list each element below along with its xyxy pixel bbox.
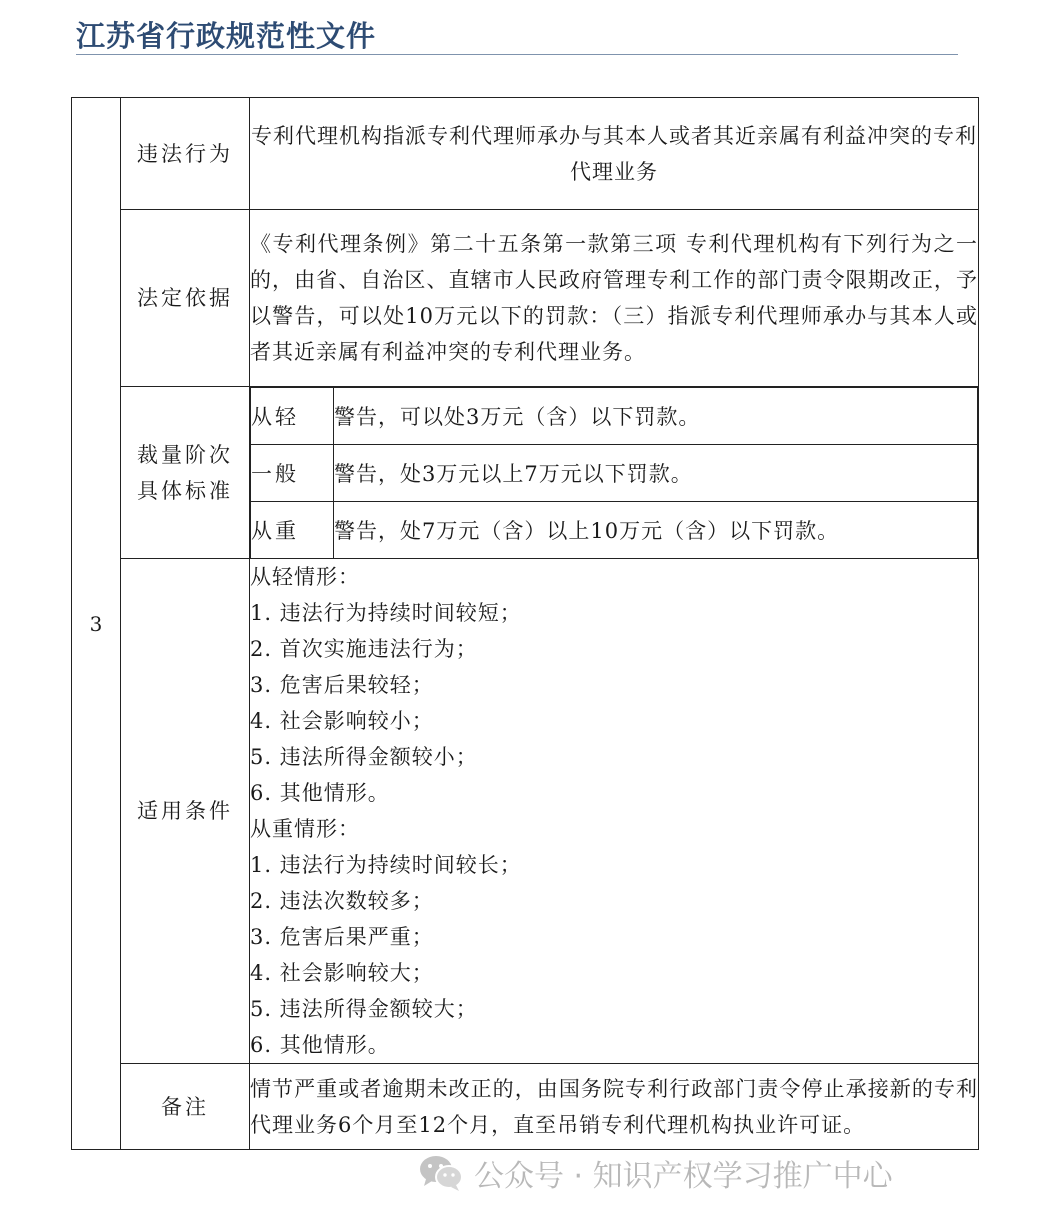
heavy-item: 5. 违法所得金额较大；	[250, 997, 478, 1021]
level-name: 从重	[251, 502, 334, 559]
document-header-title: 江苏省行政规范性文件	[76, 19, 377, 53]
row-conditions	[72, 559, 979, 1064]
heavy-item: 2. 违法次数较多；	[250, 889, 434, 913]
legal-basis-text: 《专利代理条例》第二十五条第一款第三项 专利代理机构有下列行为之一的，由省、自治区、直辖市人民政府管理专利工作的部门责令限期改正，予以警告，可以处10万元以下的罚款：（三）指派专利代理师承办与其本人或者其近亲属有利益冲突的专利代理业务。	[250, 210, 979, 387]
violation-label: 违法行为	[121, 98, 250, 210]
level-row	[251, 445, 978, 502]
penalty-table	[71, 97, 979, 1150]
light-item: 4. 社会影响较小；	[250, 709, 434, 733]
watermark-text: 公众号 · 知识产权学习推广中心	[474, 1159, 893, 1194]
level-desc: 警告，处3万元以上7万元以下罚款。	[334, 445, 978, 502]
level-row	[251, 502, 978, 559]
heavy-title: 从重情形：	[250, 817, 360, 841]
remarks-text: 情节严重或者逾期未改正的，由国务院专利行政部门责令停止承接新的专利代理业务6个月至12个月，直至吊销专利代理机构执业许可证。	[250, 1064, 979, 1150]
heavy-item: 1. 违法行为持续时间较长；	[250, 853, 522, 877]
conditions-label: 适用条件	[121, 559, 250, 1064]
discretion-levels	[250, 387, 978, 558]
discretion-label-line2: 具体标准	[137, 478, 233, 503]
light-item: 2. 首次实施违法行为；	[250, 637, 478, 661]
discretion-label-line1: 裁量阶次	[137, 442, 233, 467]
violation-text	[250, 98, 979, 210]
heavy-item: 6. 其他情形。	[250, 1033, 390, 1057]
wechat-icon	[418, 1153, 464, 1193]
remarks-label: 备注	[121, 1064, 250, 1150]
level-desc: 警告，处7万元（含）以上10万元（含）以下罚款。	[334, 502, 978, 559]
violation-text-content: 专利代理机构指派专利代理师承办与其本人或者其近亲属有利益冲突的专利代理业务	[251, 123, 977, 184]
header-divider	[76, 54, 958, 55]
legal-basis-label: 法定依据	[121, 210, 250, 387]
level-name: 一般	[251, 445, 334, 502]
row-remarks	[72, 1064, 979, 1150]
light-title: 从轻情形：	[250, 565, 360, 589]
row-legal-basis	[72, 210, 979, 387]
light-item: 6. 其他情形。	[250, 781, 390, 805]
row-discretion	[72, 387, 979, 559]
entry-number: 3	[72, 98, 121, 1150]
level-desc: 警告，可以处3万元（含）以下罚款。	[334, 388, 978, 445]
heavy-item: 4. 社会影响较大；	[250, 961, 434, 985]
light-item: 5. 违法所得金额较小；	[250, 745, 478, 769]
heavy-item: 3. 危害后果严重；	[250, 925, 434, 949]
conditions-text	[250, 559, 979, 1064]
discretion-levels-cell	[250, 387, 979, 559]
light-item: 1. 违法行为持续时间较短；	[250, 601, 522, 625]
discretion-label	[121, 387, 250, 559]
level-name: 从轻	[251, 388, 334, 445]
level-row	[251, 388, 978, 445]
light-item: 3. 危害后果较轻；	[250, 673, 434, 697]
row-violation	[72, 98, 979, 210]
watermark	[418, 1150, 893, 1196]
